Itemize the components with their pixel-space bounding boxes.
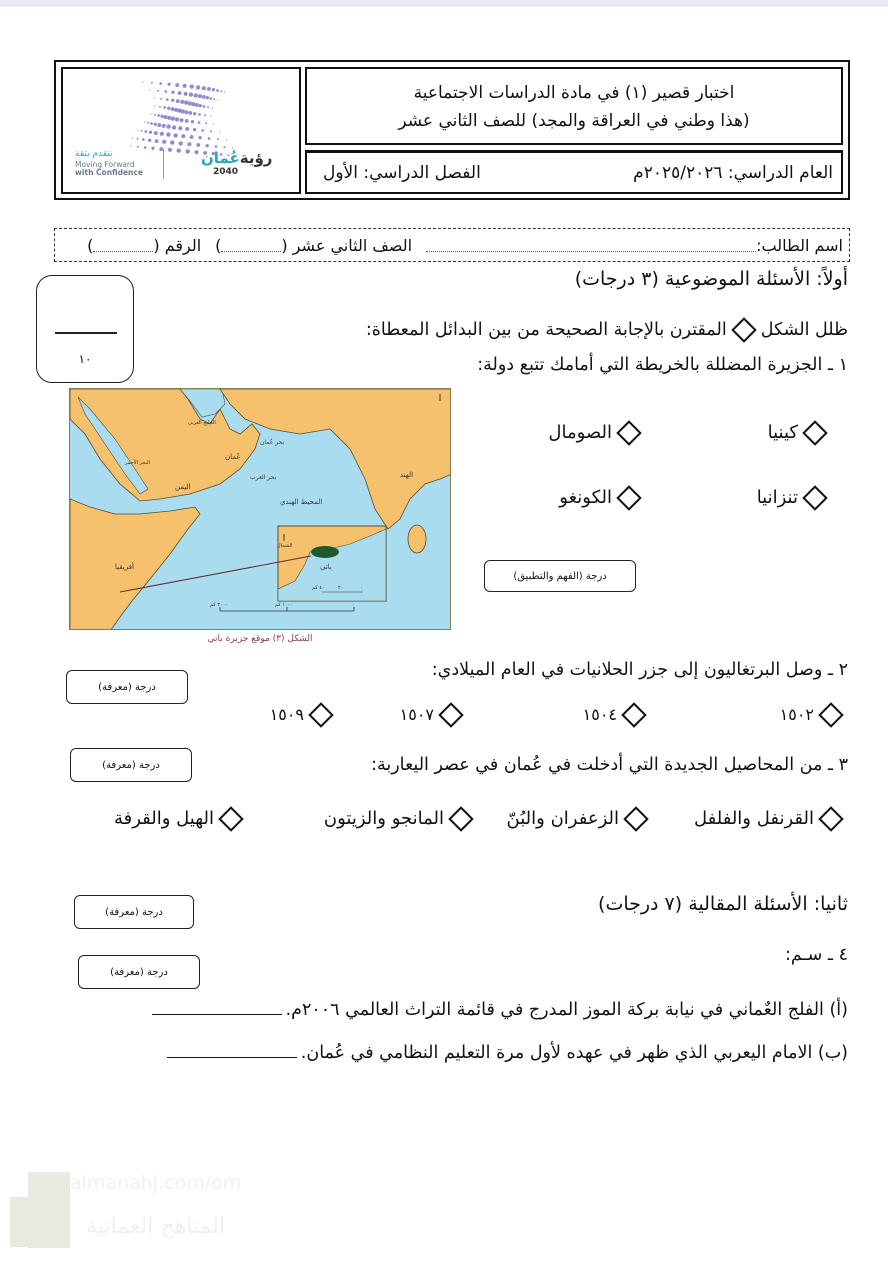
logo-dot (204, 114, 206, 116)
logo-dot (184, 92, 188, 96)
logo-dot (207, 87, 211, 91)
logo-dot (194, 150, 198, 154)
logo-dot (198, 94, 202, 98)
semester: الفصل الدراسي: الأول (323, 162, 481, 183)
map-scale-zero: ٠ (352, 602, 355, 608)
watermark-logo-block (10, 1197, 52, 1247)
logo-dot (190, 84, 194, 88)
logo-dot (187, 142, 191, 146)
option-diamond-icon[interactable] (802, 420, 827, 445)
logo-dot (181, 109, 185, 113)
option-diamond-icon[interactable] (616, 485, 641, 510)
logo-dot (196, 143, 200, 147)
logo-dot (180, 100, 184, 104)
answer-line-4a[interactable] (152, 1014, 282, 1015)
option-diamond-icon[interactable] (623, 806, 648, 831)
logo-dot (148, 139, 151, 142)
logo-dot (226, 139, 227, 140)
student-info-row: اسم الطالب: الصف الثاني عشر ( ) الرقم ( ) (54, 228, 850, 262)
logo-dot (220, 90, 222, 92)
logo-dot (212, 88, 215, 91)
logo-dot (216, 89, 219, 92)
logo-dot (175, 83, 179, 87)
option-diamond-icon[interactable] (621, 702, 646, 727)
logo-dot (184, 100, 188, 104)
q1-option-d[interactable]: الكونغو (559, 487, 646, 508)
option-diamond-icon[interactable] (616, 420, 641, 445)
logo-dot (206, 96, 209, 99)
logo-dot (172, 125, 176, 129)
q3-option-c[interactable]: المانجو والزيتون (324, 808, 478, 829)
map-label-pate: باتي (320, 563, 332, 571)
logo-dot (179, 118, 183, 122)
logo-dot (194, 93, 198, 97)
logo-dot (147, 122, 149, 124)
logo-dot (159, 106, 161, 108)
map-label-arabian-sea: بحر العرب (250, 474, 277, 481)
score-entry-line (55, 332, 117, 334)
watermark-url: almanahj.com/om (70, 1172, 242, 1194)
logo-dot (132, 137, 133, 138)
logo-dot (178, 91, 182, 95)
logo-dot (137, 138, 139, 140)
logo-dot (223, 146, 225, 148)
logo-dot (188, 111, 192, 115)
logo-dot (207, 106, 209, 108)
logo-dot (160, 98, 162, 100)
q3-option-b[interactable]: الزعفران والبُنّ (507, 808, 653, 829)
logo-dot (160, 115, 163, 118)
logo-dot (181, 134, 185, 138)
score-max: ١٠ (78, 352, 92, 366)
option-diamond-icon[interactable] (818, 702, 843, 727)
logo-dot (155, 139, 159, 143)
logo-vision-text: رؤيةعُمان (201, 149, 273, 167)
logo-dot (184, 110, 188, 114)
logo-dot (141, 130, 143, 132)
logo-dot (183, 84, 187, 88)
oman-vision-logo (61, 67, 301, 194)
academic-year: العام الدراسي: ٢٠٢٥/٢٠٢٦م (633, 162, 833, 183)
logo-dot (202, 95, 206, 99)
logo-dot (142, 138, 145, 141)
logo-dot (190, 135, 194, 139)
logo-year: 2040 (213, 167, 239, 177)
q2-option-d[interactable]: ١٥٠٩ (270, 705, 338, 724)
logo-dot (151, 113, 152, 114)
year-semester-box (305, 150, 843, 194)
logo-dot (176, 99, 180, 103)
logo-dot (177, 148, 181, 152)
q3-level-badge: درجة (معرفة) (70, 748, 192, 782)
logo-dot (198, 121, 201, 124)
logo-dot (193, 128, 196, 131)
logo-dot (149, 89, 150, 90)
logo-dot (167, 83, 170, 86)
grade-section-field[interactable] (221, 238, 281, 252)
logo-dot (154, 123, 157, 126)
map-label-sea-of-oman: بحر عُمان (260, 439, 285, 446)
logo-dot (198, 136, 201, 139)
logo-dot (179, 141, 183, 145)
student-name-field[interactable] (426, 238, 756, 252)
q2-option-a[interactable]: ١٥٠٢ (780, 705, 848, 724)
logo-dot (178, 126, 182, 130)
logo-dot (185, 127, 189, 131)
logo-dot (130, 145, 131, 146)
logo-dot (201, 129, 204, 132)
logo-dot (151, 82, 153, 84)
question-4-title: ٤ ـ سـم: (785, 945, 848, 965)
logo-dot (171, 91, 174, 94)
logo-dot (203, 105, 206, 108)
logo-dot (163, 106, 166, 109)
inset-scale-20: ٢٠ (338, 585, 344, 591)
q3-option-a[interactable]: القرنفل والفلفل (694, 808, 848, 829)
option-diamond-icon[interactable] (438, 702, 463, 727)
logo-dot (166, 124, 170, 128)
logo-dot (186, 149, 190, 153)
question-4b: (ب) الامام اليعربي الذي ظهر في عهده لأول مرة التعليم النظامي في عُمان. (167, 1043, 848, 1063)
logo-dot (144, 121, 145, 122)
q2-option-c[interactable]: ١٥٠٧ (400, 705, 468, 724)
q3-option-d[interactable]: الهيل والقرفة (114, 808, 248, 829)
logo-dot (193, 112, 196, 115)
grade-label: الصف الثاني عشر ( (281, 235, 413, 255)
logo-dot (157, 123, 161, 127)
logo-dot (170, 140, 174, 144)
logo-dot (219, 131, 220, 132)
logo-dot (209, 97, 212, 100)
logo-dot (206, 144, 209, 147)
logo-dot (154, 97, 155, 98)
logo-dot (171, 116, 175, 120)
logo-dot (210, 130, 212, 132)
map-label-indian-ocean: المحيط الهندي (280, 498, 323, 506)
logo-dot (154, 105, 155, 106)
q1-option-c[interactable]: تنزانيا (757, 487, 832, 508)
map-label-africa: أفريقيا (115, 563, 134, 571)
logo-dot (199, 104, 202, 107)
logo-dot (137, 129, 138, 130)
logo-tagline-ar: نتقدم بثقة (75, 149, 113, 159)
inset-scale-40: ٤٠ كم (312, 585, 325, 591)
logo-dot (160, 132, 164, 136)
q1-option-a[interactable]: كينيا (768, 422, 832, 443)
map-label-gulf: الخليج العربي (188, 420, 216, 426)
logo-dot (167, 116, 171, 120)
logo-dot (137, 146, 139, 148)
logo-dot (157, 114, 160, 117)
student-number-field[interactable] (93, 238, 153, 252)
logo-dot (189, 92, 193, 96)
q4-level-badge: درجة (معرفة) (78, 955, 200, 989)
student-name-label: اسم الطالب: (756, 235, 843, 255)
logo-dot (162, 140, 166, 144)
logo-dot (196, 85, 200, 89)
logo-dot (208, 137, 211, 140)
logo-dot (162, 124, 166, 128)
logo-dot (154, 114, 156, 116)
logo-dot (171, 99, 174, 102)
question-4a: (أ) الفلج العٌماني في نيابة بركة الموز المدرج في قائمة التراث العالمي ٢٠٠٦م. (152, 1000, 848, 1020)
logo-dot (166, 132, 170, 136)
logo-dot (212, 107, 213, 108)
inset-scale-zero: ٠ (360, 585, 363, 591)
map-label-red-sea: البحر الأحمر (125, 460, 150, 466)
logo-dot (195, 103, 199, 107)
option-diamond-icon[interactable] (818, 806, 843, 831)
q1-option-b[interactable]: الصومال (548, 422, 646, 443)
logo-dot (144, 130, 147, 133)
map-scale-2000: ٢٠٠٠ كم (210, 602, 229, 608)
logo-dot (217, 99, 218, 100)
logo-dot (224, 91, 225, 92)
watermark-arabic: المناهج العمانية (86, 1214, 226, 1239)
option-diamond-icon[interactable] (448, 806, 473, 831)
logo-dot (166, 98, 169, 101)
logo-dot (168, 148, 172, 152)
exam-header (54, 60, 850, 200)
exam-title-line2: (هذا وطني في العراقة والمجد) للصف الثاني عشر (398, 111, 750, 131)
option-diamond-icon[interactable] (218, 806, 243, 831)
logo-dot (210, 115, 211, 116)
instruction: ظلل الشكل المقترن بالإجابة الصحيحة من بين البدائل المعطاة: (366, 320, 848, 340)
map-figure (69, 388, 451, 630)
logo-dot (167, 107, 170, 110)
logo-dot (159, 82, 162, 85)
q2-option-b[interactable]: ١٥٠٤ (583, 705, 651, 724)
logo-dot (150, 122, 153, 125)
logo-dot (175, 117, 179, 121)
logo-divider (163, 149, 164, 179)
map-scale-1000: ١٠٠٠ كم (275, 602, 294, 608)
map-label-yemen: اليمن (175, 483, 191, 491)
q2-level-badge: درجة (معرفة) (66, 670, 188, 704)
logo-dot (198, 113, 201, 116)
logo-dot (171, 107, 175, 111)
logo-dot (213, 123, 214, 124)
option-diamond-icon[interactable] (308, 702, 333, 727)
diamond-shape-icon (731, 317, 756, 342)
q1-level-badge: درجة (الفهم والتطبيق) (484, 560, 636, 592)
logo-dot (149, 131, 152, 134)
exam-title-line1: اختبار قصير (١) في مادة الدراسات الاجتماعية (413, 83, 735, 103)
logo-dot (157, 90, 159, 92)
map-label-oman: عُمان (225, 453, 241, 461)
logo-dot (163, 115, 167, 119)
section2-title: ثانيا: الأسئلة المقالية (٧ درجات) (598, 893, 848, 915)
logo-dot (202, 86, 206, 90)
section1-title: أولاً: الأسئلة الموضوعية (٣ درجات) (574, 268, 848, 290)
logo-dot (191, 120, 194, 123)
question-1-text: ١ ـ الجزيرة المضللة بالخريطة التي أمامك تتبع دولة: (477, 355, 848, 375)
section2-level-badge: درجة (معرفة) (74, 895, 194, 929)
option-diamond-icon[interactable] (802, 485, 827, 510)
logo-dot (213, 98, 215, 100)
logo-dot (144, 146, 147, 149)
logo-dot (191, 102, 195, 106)
exam-title-box (305, 67, 843, 145)
number-label: الرقم ( (153, 235, 202, 255)
logo-dot (205, 122, 207, 124)
top-strip (0, 0, 888, 7)
logo-dot (185, 119, 189, 123)
map-label-north: الشمال (277, 543, 293, 549)
logo-dot (217, 138, 219, 140)
question-2-text: ٢ ـ وصل البرتغاليون إلى جزر الحلانيات في العام الميلادي: (431, 660, 848, 680)
map-svg (70, 389, 451, 630)
map-caption: الشكل (٣) موقع جزيرة باتي (207, 634, 313, 644)
question-3-text: ٣ ـ من المحاصيل الجديدة التي أدخلت في عُمان في عصر اليعاربة: (371, 755, 848, 775)
logo-tagline-en: Moving Forward with Confidence (75, 160, 143, 177)
score-box[interactable] (36, 275, 134, 383)
answer-line-4b[interactable] (167, 1057, 297, 1058)
logo-dot (151, 147, 154, 150)
logo-dot (142, 81, 143, 82)
logo-dot (215, 145, 218, 148)
map-label-india: الهند (400, 471, 414, 479)
logo-dot (173, 133, 177, 137)
logo-dot (154, 131, 158, 135)
logo-dot (164, 90, 167, 93)
